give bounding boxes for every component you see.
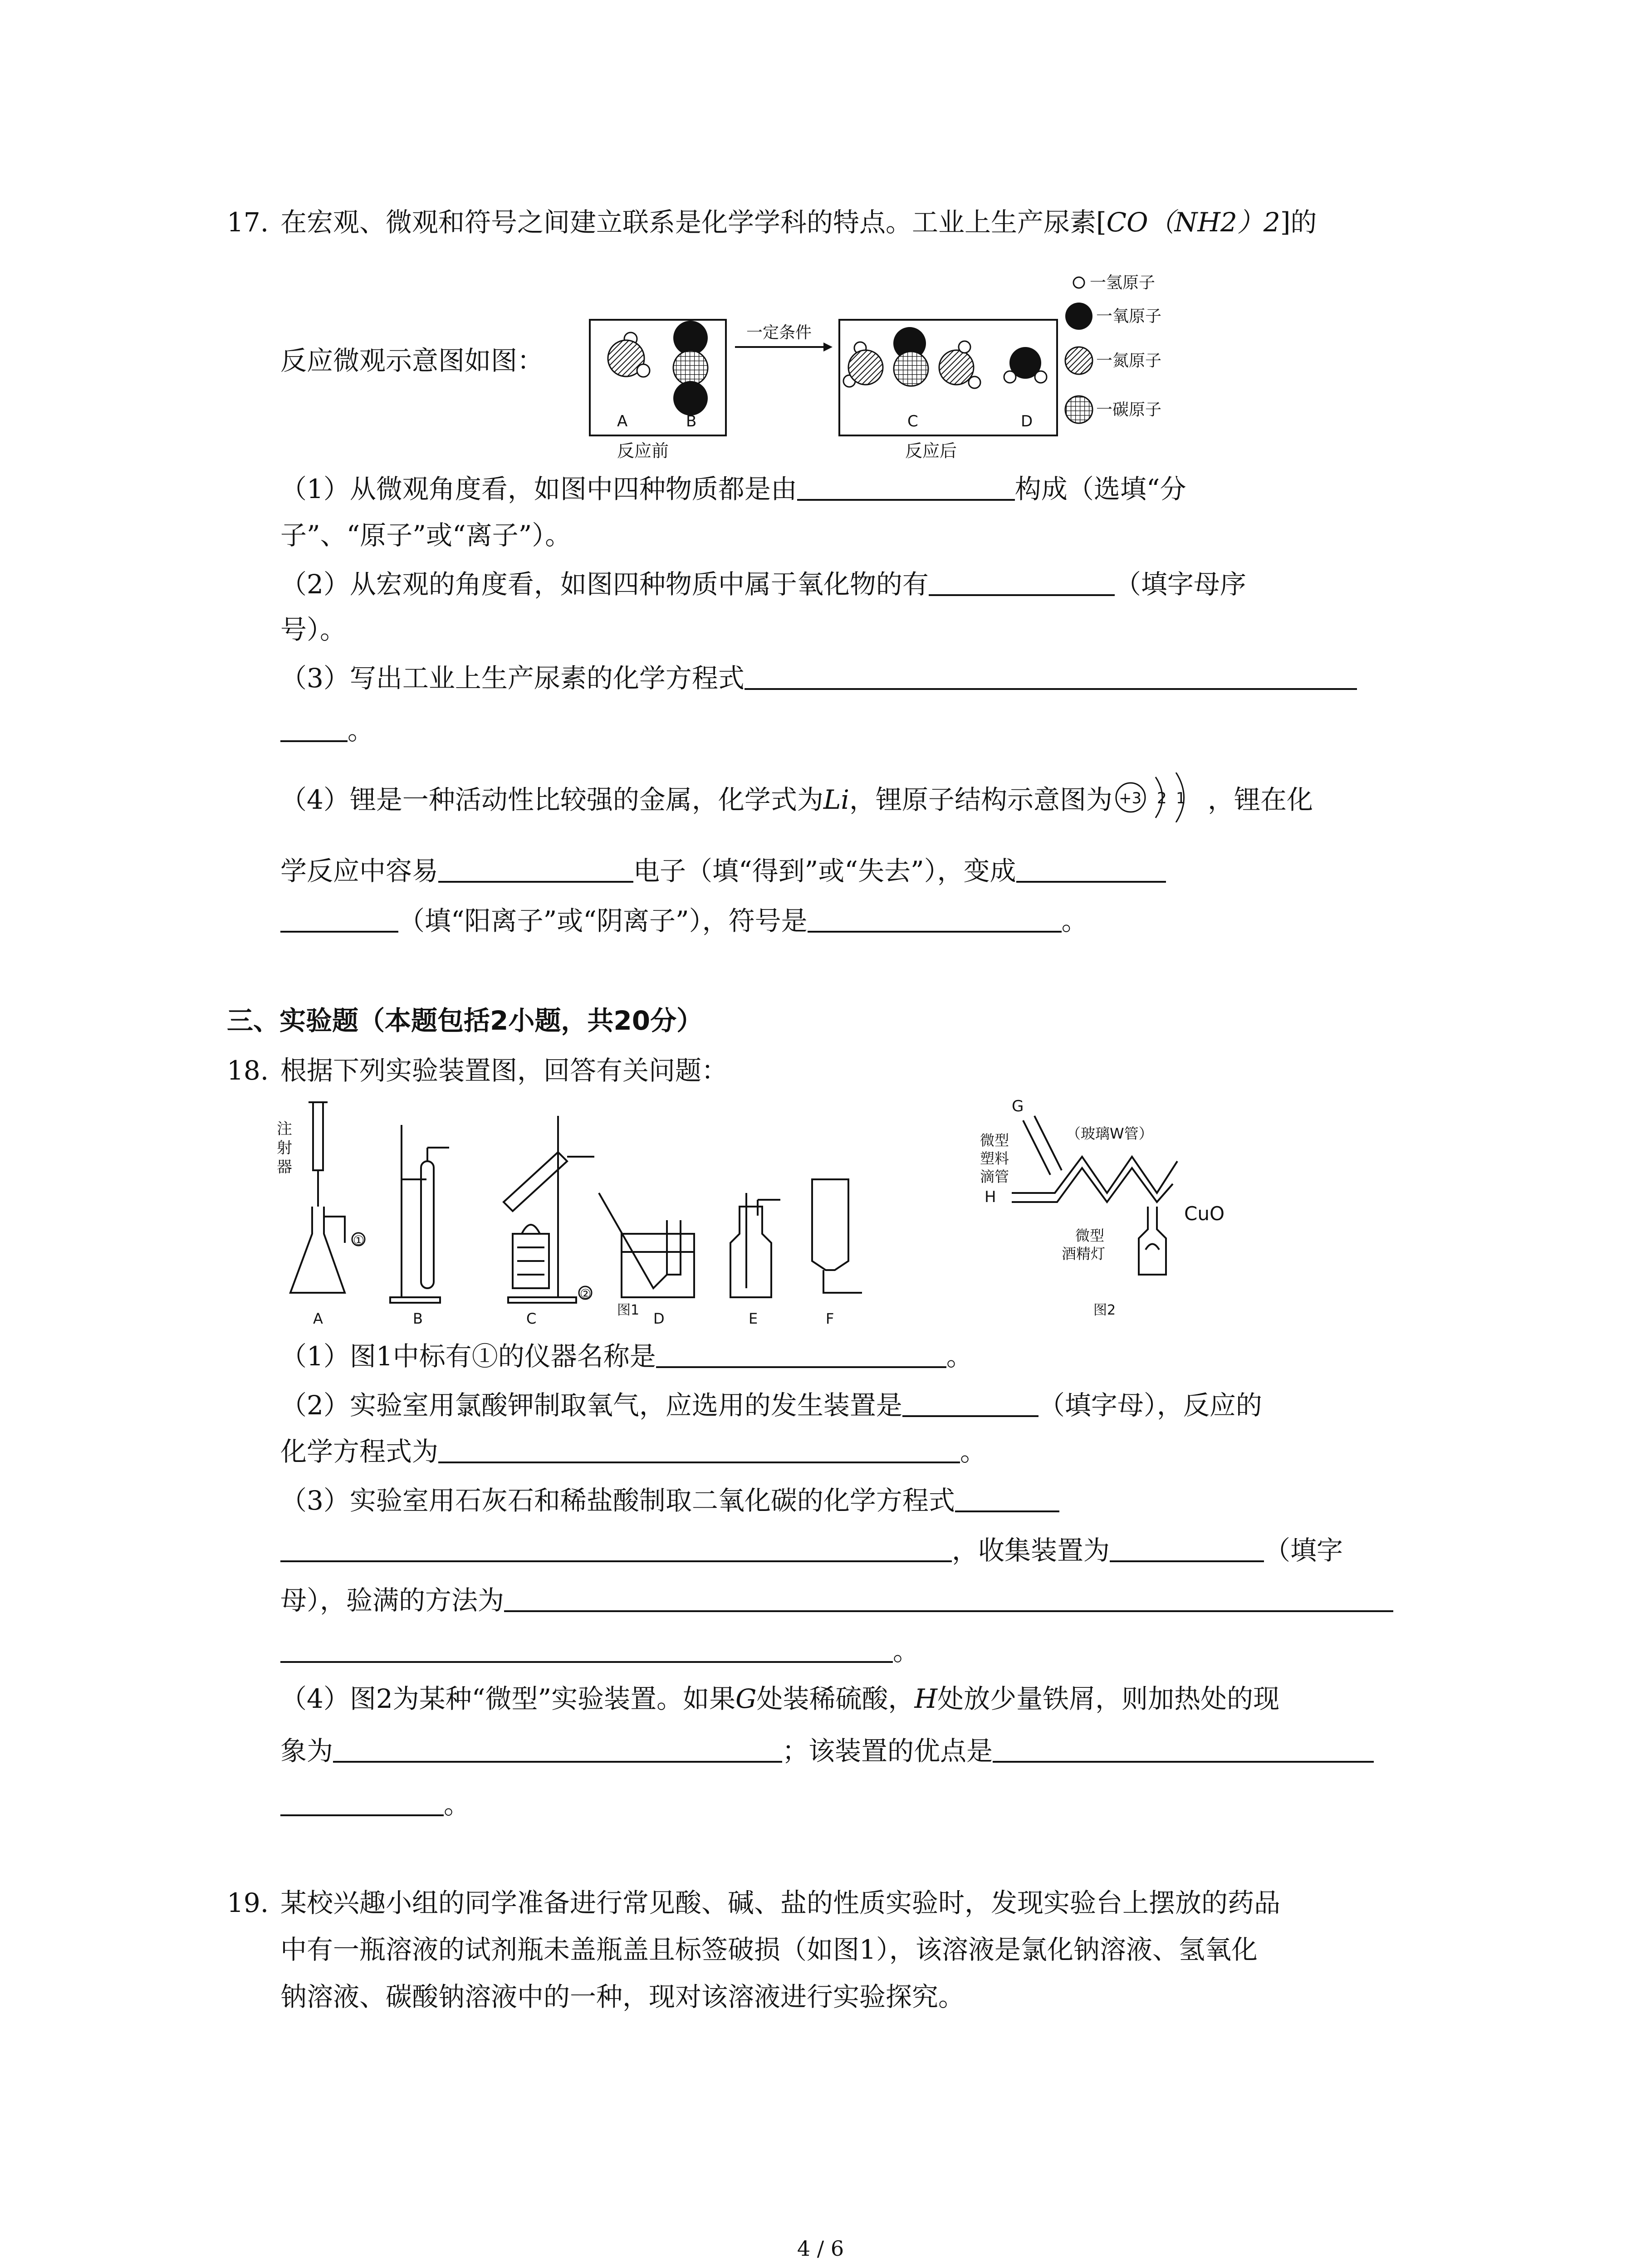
oxygen-atom-icon: [1065, 303, 1092, 330]
marker-2: ②: [580, 1286, 592, 1301]
q18-p3-text4: 母），验满的方法为: [280, 1585, 505, 1616]
q18-p3-text: （3）实验室用石灰石和稀盐酸制取二氧化碳的化学方程式: [280, 1485, 955, 1516]
q17-p4-text2: ，锂原子结构示意图为: [849, 784, 1112, 815]
legend: [1065, 274, 1161, 423]
apparatus-A: [290, 1102, 365, 1293]
q18-p3-text3: （填字: [1264, 1535, 1343, 1566]
q17-part3-line1: [280, 660, 1357, 696]
molecule-D-h2o: [1004, 347, 1047, 383]
apparatus-D: [579, 1193, 694, 1299]
q17-part2-line1: [280, 566, 1246, 602]
q17-p4-text3: ，锂在化: [1208, 784, 1313, 815]
q18-part3-line2: [280, 1532, 1343, 1569]
q18-p4-text4: 象为: [280, 1735, 333, 1766]
q18-p4-text3: 处放少量铁屑，则加热处的现: [937, 1683, 1280, 1714]
q18-part3-line1: [280, 1482, 1059, 1519]
fig1-label-E: E: [749, 1310, 758, 1325]
q18-part1: [280, 1338, 973, 1374]
q18-p1-text: （1）图1中标有①的仪器名称是: [280, 1341, 656, 1372]
q17-part4-line2: [280, 853, 1166, 889]
q18-p2-blank1[interactable]: [902, 1390, 1038, 1417]
q17-p4-blank4[interactable]: [808, 905, 1062, 933]
q17-part2-line2: 号）。: [280, 614, 347, 645]
q18-part4-line1: [280, 1681, 1279, 1717]
q17-p4-blank3[interactable]: [280, 905, 398, 933]
molecule-B-co2: [673, 321, 708, 415]
q18-p4-text2: 处装稀硫酸，: [756, 1683, 915, 1714]
label-H: H: [985, 1188, 996, 1206]
q18-stem: [227, 1052, 728, 1089]
q17-p2-text: （2）从宏观的角度看，如图四种物质中属于氧化物的有: [280, 569, 929, 600]
micro-dropper-2: 塑料: [980, 1150, 1009, 1167]
cuo-label: CuO: [1184, 1202, 1225, 1225]
fig1-label-C: C: [526, 1310, 537, 1325]
fig2-caption: 图2: [1093, 1302, 1116, 1318]
fig1-label-D: D: [653, 1310, 665, 1325]
q17-p4-end: 。: [1061, 905, 1088, 936]
lithium-symbol: Li: [823, 784, 849, 815]
q17-p1-blank[interactable]: [797, 474, 1015, 501]
q18-part3-line3: [280, 1582, 1393, 1618]
q17-p3-end: 。: [348, 715, 374, 746]
q18-p3-blank1[interactable]: [955, 1485, 1059, 1512]
q19-line3: 钠溶液、碳酸钠溶液中的一种，现对该溶液进行实验探究。: [280, 1981, 965, 2012]
q17-part1-line2: 子”、“原子”或“离子”）。: [280, 520, 572, 551]
q17-p4-text: （4）锂是一种活动性比较强的金属，化学式为: [280, 784, 823, 815]
q17-p1-text2: 构成（选填“分: [1014, 474, 1186, 504]
q17-p4-blank1[interactable]: [438, 855, 633, 883]
atom-shell1: 2: [1157, 789, 1167, 807]
q18-p2-blank2[interactable]: [438, 1436, 960, 1463]
q18-part2-line1: [280, 1387, 1262, 1423]
legend-hydrogen: 一氢原子: [1090, 274, 1156, 292]
q18-p2-text: （2）实验室用氯酸钾制取氧气，应选用的发生装置是: [280, 1390, 902, 1421]
label-D: D: [1021, 412, 1033, 430]
q17-part4-line3: [280, 903, 1088, 939]
label-C: C: [907, 412, 918, 430]
q18-part4-line3: [280, 1786, 470, 1823]
lamp-label-2: 酒精灯: [1062, 1245, 1106, 1262]
q18-p4-blank3[interactable]: [280, 1789, 444, 1816]
q17-p2-text2: （填字母序: [1114, 569, 1246, 600]
q18-p3-blank3[interactable]: [1110, 1535, 1264, 1562]
figure2-micro-apparatus: [971, 1093, 1252, 1329]
q18-p4-G: G: [735, 1683, 757, 1714]
atom-shell2: 1: [1176, 789, 1186, 807]
q18-p4-blank2[interactable]: [993, 1735, 1374, 1763]
q18-p1-blank[interactable]: [656, 1341, 946, 1368]
q17-stem-end: ]的: [1280, 207, 1317, 238]
fig1-label-F: F: [826, 1310, 834, 1325]
q17-stem-line1: [227, 204, 1317, 240]
urea-formula: CO（NH2）2: [1106, 207, 1280, 238]
page-number: 4 / 6: [797, 2236, 844, 2261]
q17-p3-blank[interactable]: [745, 663, 1357, 690]
q18-p3-blank2[interactable]: [280, 1535, 952, 1562]
q18-p2-text3: 化学方程式为: [280, 1436, 439, 1467]
q18-part3-line4: [280, 1633, 919, 1669]
q18-p3-end: 。: [893, 1636, 920, 1667]
q18-p4-blank1[interactable]: [333, 1735, 782, 1763]
q17-stem-text: 在宏观、微观和符号之间建立联系是化学学科的特点。工业上生产尿素[: [280, 207, 1107, 238]
q17-p2-blank[interactable]: [929, 569, 1115, 596]
micro-dropper-1: 微型: [980, 1132, 1009, 1149]
q17-p3-blank2[interactable]: [280, 715, 348, 742]
molecule-A-nh3: [608, 332, 650, 377]
label-B: B: [686, 412, 697, 430]
q17-number: 17.: [227, 207, 269, 238]
q17-p4-text6: （填“阳离子”或“阴离子”），符号是: [398, 905, 808, 936]
arrow-condition: 一定条件: [746, 323, 812, 342]
hydrogen-atom-icon: [1073, 277, 1084, 288]
syringe-label-3: 器: [277, 1158, 292, 1176]
q18-p4-text: （4）图2为某种“微型”实验装置。如果: [280, 1683, 736, 1714]
apparatus-F: [812, 1179, 862, 1293]
q19-text1: 某校兴趣小组的同学准备进行常见酸、碱、盐的性质实验时，发现实验台上摆放的药品: [280, 1887, 1281, 1918]
micro-dropper-3: 滴管: [980, 1168, 1009, 1185]
nitrogen-atom-icon: [1065, 347, 1092, 374]
q18-p4-end: 。: [444, 1789, 470, 1820]
q18-p3-blank4[interactable]: [504, 1585, 1393, 1612]
syringe-label-2: 射: [277, 1139, 292, 1157]
q18-p2-end: 。: [960, 1436, 987, 1467]
label-A: A: [617, 412, 628, 430]
q18-part2-line2: [280, 1433, 986, 1470]
fig1-label-B: B: [413, 1310, 423, 1325]
q17-part4-line1: [280, 772, 1313, 822]
q17-stem-line2: 反应微观示意图如图：: [280, 345, 544, 376]
legend-oxygen: 一氧原子: [1096, 307, 1162, 326]
fig1-label-A: A: [313, 1310, 323, 1325]
q18-p3-text2: ，收集装置为: [952, 1535, 1110, 1566]
apparatus-B: [390, 1125, 449, 1303]
q18-part4-line2: [280, 1733, 1374, 1769]
q17-p4-text4: 学反应中容易: [280, 855, 439, 886]
lithium-atom-structure: [1112, 772, 1208, 822]
q17-p1-text: （1）从微观角度看，如图中四种物质都是由: [280, 474, 797, 504]
legend-nitrogen: 一氮原子: [1096, 352, 1162, 370]
caption-after: 反应后: [905, 441, 957, 461]
legend-carbon: 一碳原子: [1096, 401, 1162, 419]
lamp-label-1: 微型: [1075, 1227, 1105, 1244]
section3-title: 三、实验题（本题包括2小题，共20分）: [227, 1005, 703, 1036]
q18-stem-text: 根据下列实验装置图，回答有关问题：: [280, 1055, 728, 1086]
q18-p4-text5: ；该装置的优点是: [782, 1735, 993, 1766]
q17-p3-text: （3）写出工业上生产尿素的化学方程式: [280, 663, 745, 694]
q19-number: 19.: [227, 1887, 269, 1918]
q18-number: 18.: [227, 1055, 269, 1086]
q17-p4-blank2[interactable]: [1016, 855, 1166, 883]
q18-p2-text2: （填字母），反应的: [1038, 1390, 1262, 1421]
q18-p3-blank5[interactable]: [280, 1636, 893, 1663]
caption-before: 反应前: [617, 441, 669, 461]
apparatus-C: [504, 1116, 594, 1303]
atom-nucleus-charge: +3: [1119, 789, 1142, 807]
q17-part3-line2: [280, 712, 374, 748]
q19-line2: 中有一瓶溶液的试剂瓶未盖瓶盖且标签破损（如图1），该溶液是氯化钠溶液、氢氧化: [280, 1934, 1258, 1965]
arrow-head-icon: [823, 342, 833, 352]
label-G: G: [1012, 1097, 1024, 1115]
q18-p4-H: H: [914, 1683, 938, 1714]
q17-part1-line1: [280, 471, 1186, 507]
molecule-C-urea: [843, 327, 980, 388]
carbon-atom-icon: [1065, 396, 1092, 423]
syringe-label-1: 注: [277, 1120, 292, 1138]
marker-1: ①: [353, 1233, 365, 1248]
apparatus-E: [730, 1193, 780, 1297]
w-tube-label: （玻璃W管）: [1066, 1125, 1153, 1142]
figure1-apparatus: [277, 1098, 966, 1325]
q18-p1-end: 。: [946, 1341, 973, 1372]
q17-p4-text5: 电子（填“得到”或“失去”），变成: [633, 855, 1016, 886]
fig1-caption: 图1: [617, 1302, 640, 1318]
reaction-micro-diagram: [572, 270, 1234, 465]
q19-line1: [227, 1885, 1280, 1921]
